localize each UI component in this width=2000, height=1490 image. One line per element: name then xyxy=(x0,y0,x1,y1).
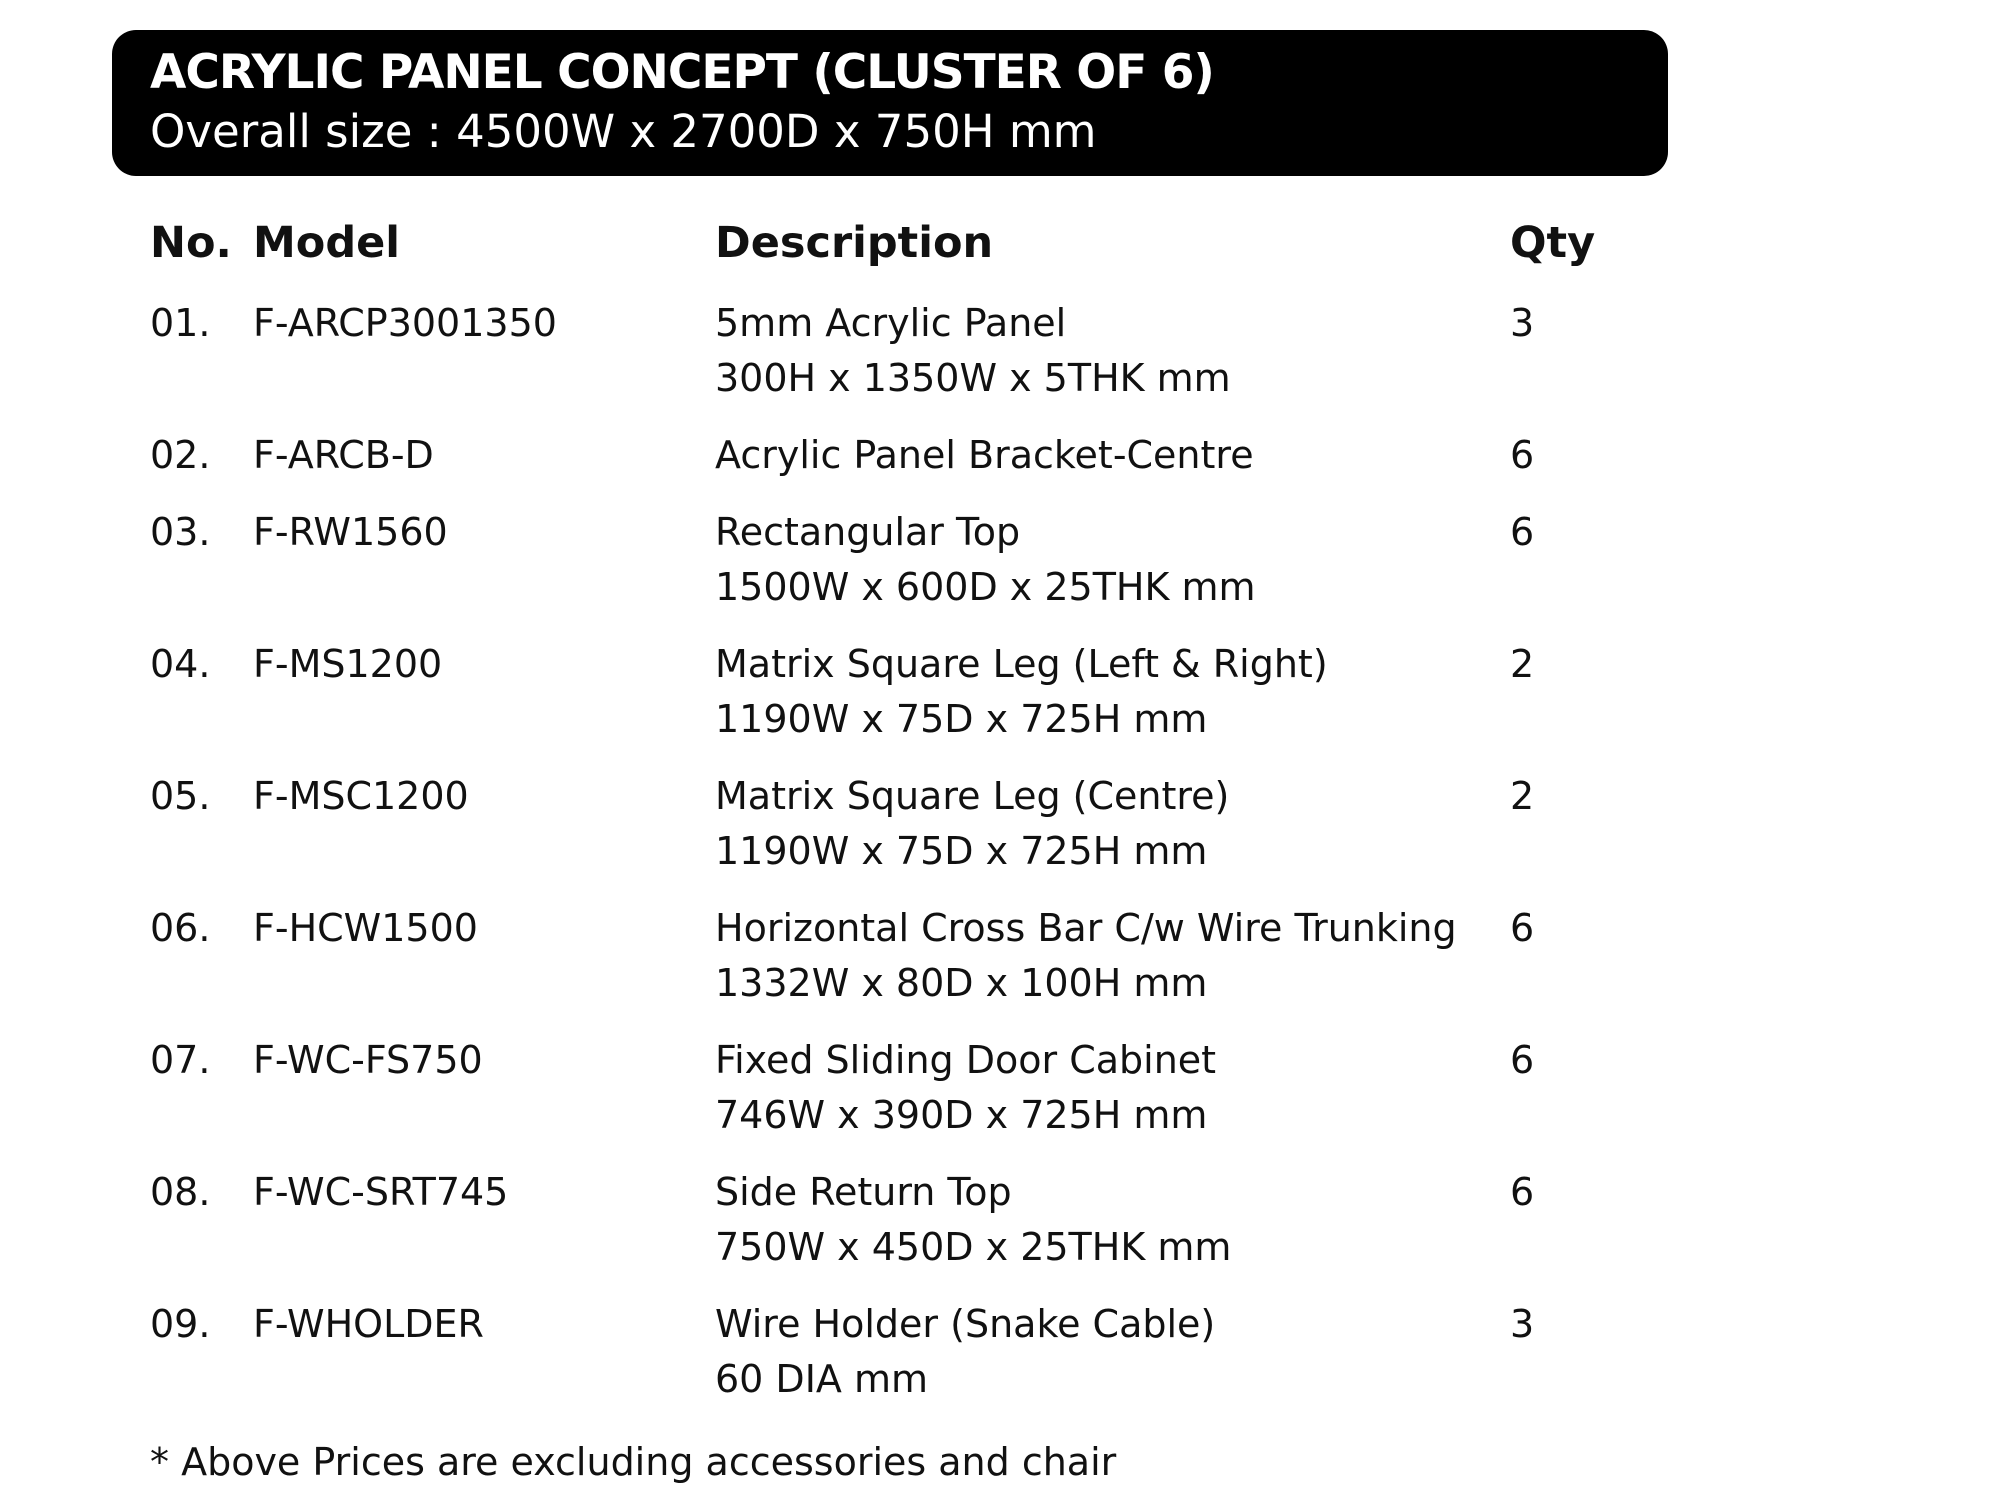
row-model: F-MSC1200 xyxy=(253,774,469,818)
description-line-1: 5mm Acrylic Panel xyxy=(715,301,1067,345)
row-model: F-RW1560 xyxy=(253,510,448,554)
row-model: F-ARCB-D xyxy=(253,433,434,477)
row-description xyxy=(715,428,1254,483)
description-line-1: Acrylic Panel Bracket-Centre xyxy=(715,433,1254,477)
table-row xyxy=(0,296,2000,428)
row-qty: 6 xyxy=(1510,1170,1535,1214)
row-model: F-WC-SRT745 xyxy=(253,1170,509,1214)
description-line-2: 1190W x 75D x 725H mm xyxy=(715,829,1208,873)
price-footnote: * Above Prices are excluding accessories and chair xyxy=(150,1440,1117,1484)
column-header-model: Model xyxy=(253,218,401,268)
overall-size: Overall size : 4500W x 2700D x 750H mm xyxy=(150,105,1097,158)
row-model: F-WHOLDER xyxy=(253,1302,484,1346)
row-description xyxy=(715,637,1328,747)
row-number: 05. xyxy=(150,774,211,818)
column-header-qty: Qty xyxy=(1510,218,1596,268)
row-model: F-ARCP3001350 xyxy=(253,301,557,345)
row-qty: 3 xyxy=(1510,1302,1535,1346)
column-header-no: No. xyxy=(150,218,232,268)
row-number: 06. xyxy=(150,906,211,950)
row-qty: 2 xyxy=(1510,642,1535,686)
row-description xyxy=(715,505,1256,615)
table-row xyxy=(0,505,2000,637)
column-header-description: Description xyxy=(715,218,994,268)
description-line-1: Matrix Square Leg (Left & Right) xyxy=(715,642,1328,686)
row-description xyxy=(715,1033,1216,1143)
page-title: ACRYLIC PANEL CONCEPT (CLUSTER OF 6) xyxy=(150,45,1214,100)
row-qty: 6 xyxy=(1510,1038,1535,1082)
table-row xyxy=(0,428,2000,505)
description-line-2: 746W x 390D x 725H mm xyxy=(715,1093,1208,1137)
table-row xyxy=(0,1033,2000,1165)
row-qty: 2 xyxy=(1510,774,1535,818)
row-number: 03. xyxy=(150,510,211,554)
table-row xyxy=(0,769,2000,901)
row-number: 04. xyxy=(150,642,211,686)
title-banner xyxy=(112,30,1668,176)
row-number: 09. xyxy=(150,1302,211,1346)
table-row xyxy=(0,901,2000,1033)
description-line-2: 1332W x 80D x 100H mm xyxy=(715,961,1208,1005)
table-row xyxy=(0,637,2000,769)
description-line-1: Fixed Sliding Door Cabinet xyxy=(715,1038,1217,1082)
description-line-1: Rectangular Top xyxy=(715,510,1021,554)
row-model: F-HCW1500 xyxy=(253,906,478,950)
description-line-1: Wire Holder (Snake Cable) xyxy=(715,1302,1216,1346)
description-line-2: 60 DIA mm xyxy=(715,1357,929,1401)
row-description xyxy=(715,1165,1231,1275)
row-qty: 6 xyxy=(1510,433,1535,477)
row-description xyxy=(715,1297,1215,1407)
row-qty: 6 xyxy=(1510,510,1535,554)
row-number: 08. xyxy=(150,1170,211,1214)
row-description xyxy=(715,901,1457,1011)
description-line-2: 1190W x 75D x 725H mm xyxy=(715,697,1208,741)
description-line-2: 1500W x 600D x 25THK mm xyxy=(715,565,1256,609)
table-row xyxy=(0,1297,2000,1429)
table-row xyxy=(0,1165,2000,1297)
parts-table xyxy=(0,296,2000,1429)
row-qty: 6 xyxy=(1510,906,1535,950)
description-line-2: 750W x 450D x 25THK mm xyxy=(715,1225,1232,1269)
row-description xyxy=(715,296,1231,406)
table-header xyxy=(0,216,2000,276)
description-line-1: Side Return Top xyxy=(715,1170,1012,1214)
row-qty: 3 xyxy=(1510,301,1535,345)
description-line-1: Horizontal Cross Bar C/w Wire Trunking xyxy=(715,906,1457,950)
row-number: 07. xyxy=(150,1038,211,1082)
description-line-2: 300H x 1350W x 5THK mm xyxy=(715,356,1231,400)
row-model: F-WC-FS750 xyxy=(253,1038,483,1082)
description-line-1: Matrix Square Leg (Centre) xyxy=(715,774,1230,818)
row-model: F-MS1200 xyxy=(253,642,443,686)
row-description xyxy=(715,769,1229,879)
row-number: 01. xyxy=(150,301,211,345)
row-number: 02. xyxy=(150,433,211,477)
